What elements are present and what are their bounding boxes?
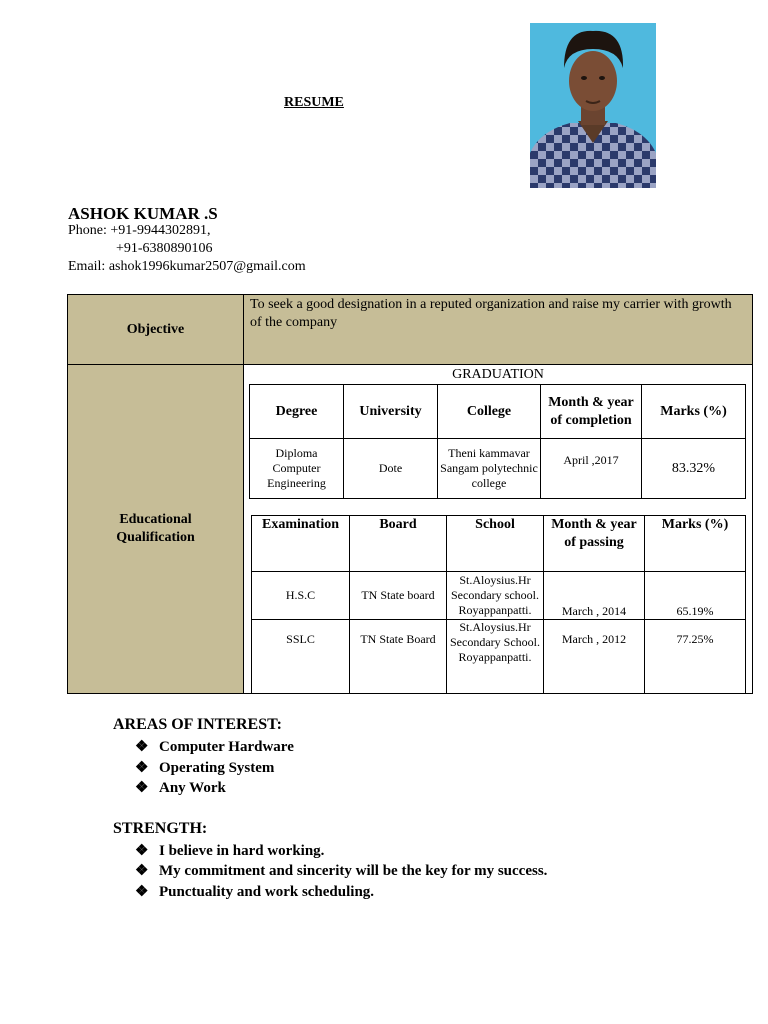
list-item bbox=[135, 882, 374, 901]
table-header-row bbox=[250, 385, 746, 439]
table-cell: March , 2014 bbox=[544, 572, 645, 620]
table-header-row bbox=[252, 516, 746, 572]
exam-header-board: Board bbox=[350, 516, 447, 572]
table-row bbox=[252, 620, 746, 694]
diamond-bullet-icon: ❖ bbox=[135, 760, 149, 776]
exam-header-month: Month & year of passing bbox=[544, 516, 645, 572]
table-cell: St.Aloysius.Hr Secondary School. Royappanpatti. bbox=[447, 620, 544, 694]
table-cell: Theni kammavar Sangam polytechnic college bbox=[438, 439, 541, 499]
table-row bbox=[250, 439, 746, 499]
grad-header-month: Month & year of completion bbox=[541, 385, 642, 439]
list-item bbox=[135, 758, 274, 777]
exam-header-school: School bbox=[447, 516, 544, 572]
list-item-text: I believe in hard working. bbox=[159, 843, 325, 859]
examination-table bbox=[251, 515, 746, 694]
table-cell: Diploma Computer Engineering bbox=[250, 439, 344, 499]
phone-line: Phone: +91-9944302891, bbox=[68, 223, 211, 238]
diamond-bullet-icon: ❖ bbox=[135, 739, 149, 755]
candidate-name: ASHOK KUMAR .S bbox=[68, 204, 218, 223]
list-item-text: Computer Hardware bbox=[159, 739, 294, 755]
areas-of-interest-heading: AREAS OF INTEREST: bbox=[113, 716, 282, 733]
table-cell: 65.19% bbox=[645, 572, 746, 620]
resume-table bbox=[67, 294, 753, 694]
email-line: Email: ashok1996kumar2507@gmail.com bbox=[68, 259, 306, 274]
phone-line-2: +91-6380890106 bbox=[116, 241, 213, 256]
education-section bbox=[244, 365, 752, 693]
grad-header-college: College bbox=[438, 385, 541, 439]
table-row bbox=[252, 572, 746, 620]
objective-label: Objective bbox=[68, 295, 244, 365]
table-cell: Dote bbox=[344, 439, 438, 499]
graduation-table bbox=[249, 384, 746, 499]
list-item-text: Punctuality and work scheduling. bbox=[159, 884, 375, 900]
table-cell: 83.32% bbox=[642, 439, 746, 499]
graduation-label: GRADUATION bbox=[452, 367, 544, 382]
diamond-bullet-icon: ❖ bbox=[135, 780, 149, 796]
strength-heading: STRENGTH: bbox=[113, 820, 208, 837]
education-label bbox=[68, 365, 244, 693]
grad-header-degree: Degree bbox=[250, 385, 344, 439]
profile-photo-illustration bbox=[530, 23, 656, 188]
table-cell: H.S.C bbox=[252, 572, 350, 620]
diamond-bullet-icon: ❖ bbox=[135, 863, 149, 879]
grad-header-marks: Marks (%) bbox=[642, 385, 746, 439]
table-cell: SSLC bbox=[252, 620, 350, 694]
diamond-bullet-icon: ❖ bbox=[135, 884, 149, 900]
exam-header-examination: Examination bbox=[252, 516, 350, 572]
list-item bbox=[135, 841, 324, 860]
table-cell: TN State Board bbox=[350, 620, 447, 694]
resume-title: RESUME bbox=[284, 95, 344, 110]
exam-header-marks: Marks (%) bbox=[645, 516, 746, 572]
table-cell: March , 2012 bbox=[544, 620, 645, 694]
diamond-bullet-icon: ❖ bbox=[135, 843, 149, 859]
education-label-text: Educational Qualification bbox=[116, 512, 195, 545]
table-cell: 77.25% bbox=[645, 620, 746, 694]
list-item bbox=[135, 861, 547, 880]
table-cell: April ,2017 bbox=[541, 439, 642, 499]
table-cell: TN State board bbox=[350, 572, 447, 620]
table-cell: St.Aloysius.Hr Secondary school. Royappanpatti. bbox=[447, 572, 544, 620]
list-item-text: My commitment and sincerity will be the key for my success. bbox=[159, 863, 548, 879]
list-item bbox=[135, 778, 226, 797]
list-item-text: Operating System bbox=[159, 760, 275, 776]
profile-photo bbox=[530, 23, 656, 188]
list-item bbox=[135, 737, 294, 756]
grad-header-university: University bbox=[344, 385, 438, 439]
list-item-text: Any Work bbox=[159, 780, 226, 796]
objective-text: To seek a good designation in a reputed organization and raise my carrier with growth of the company bbox=[244, 295, 752, 365]
